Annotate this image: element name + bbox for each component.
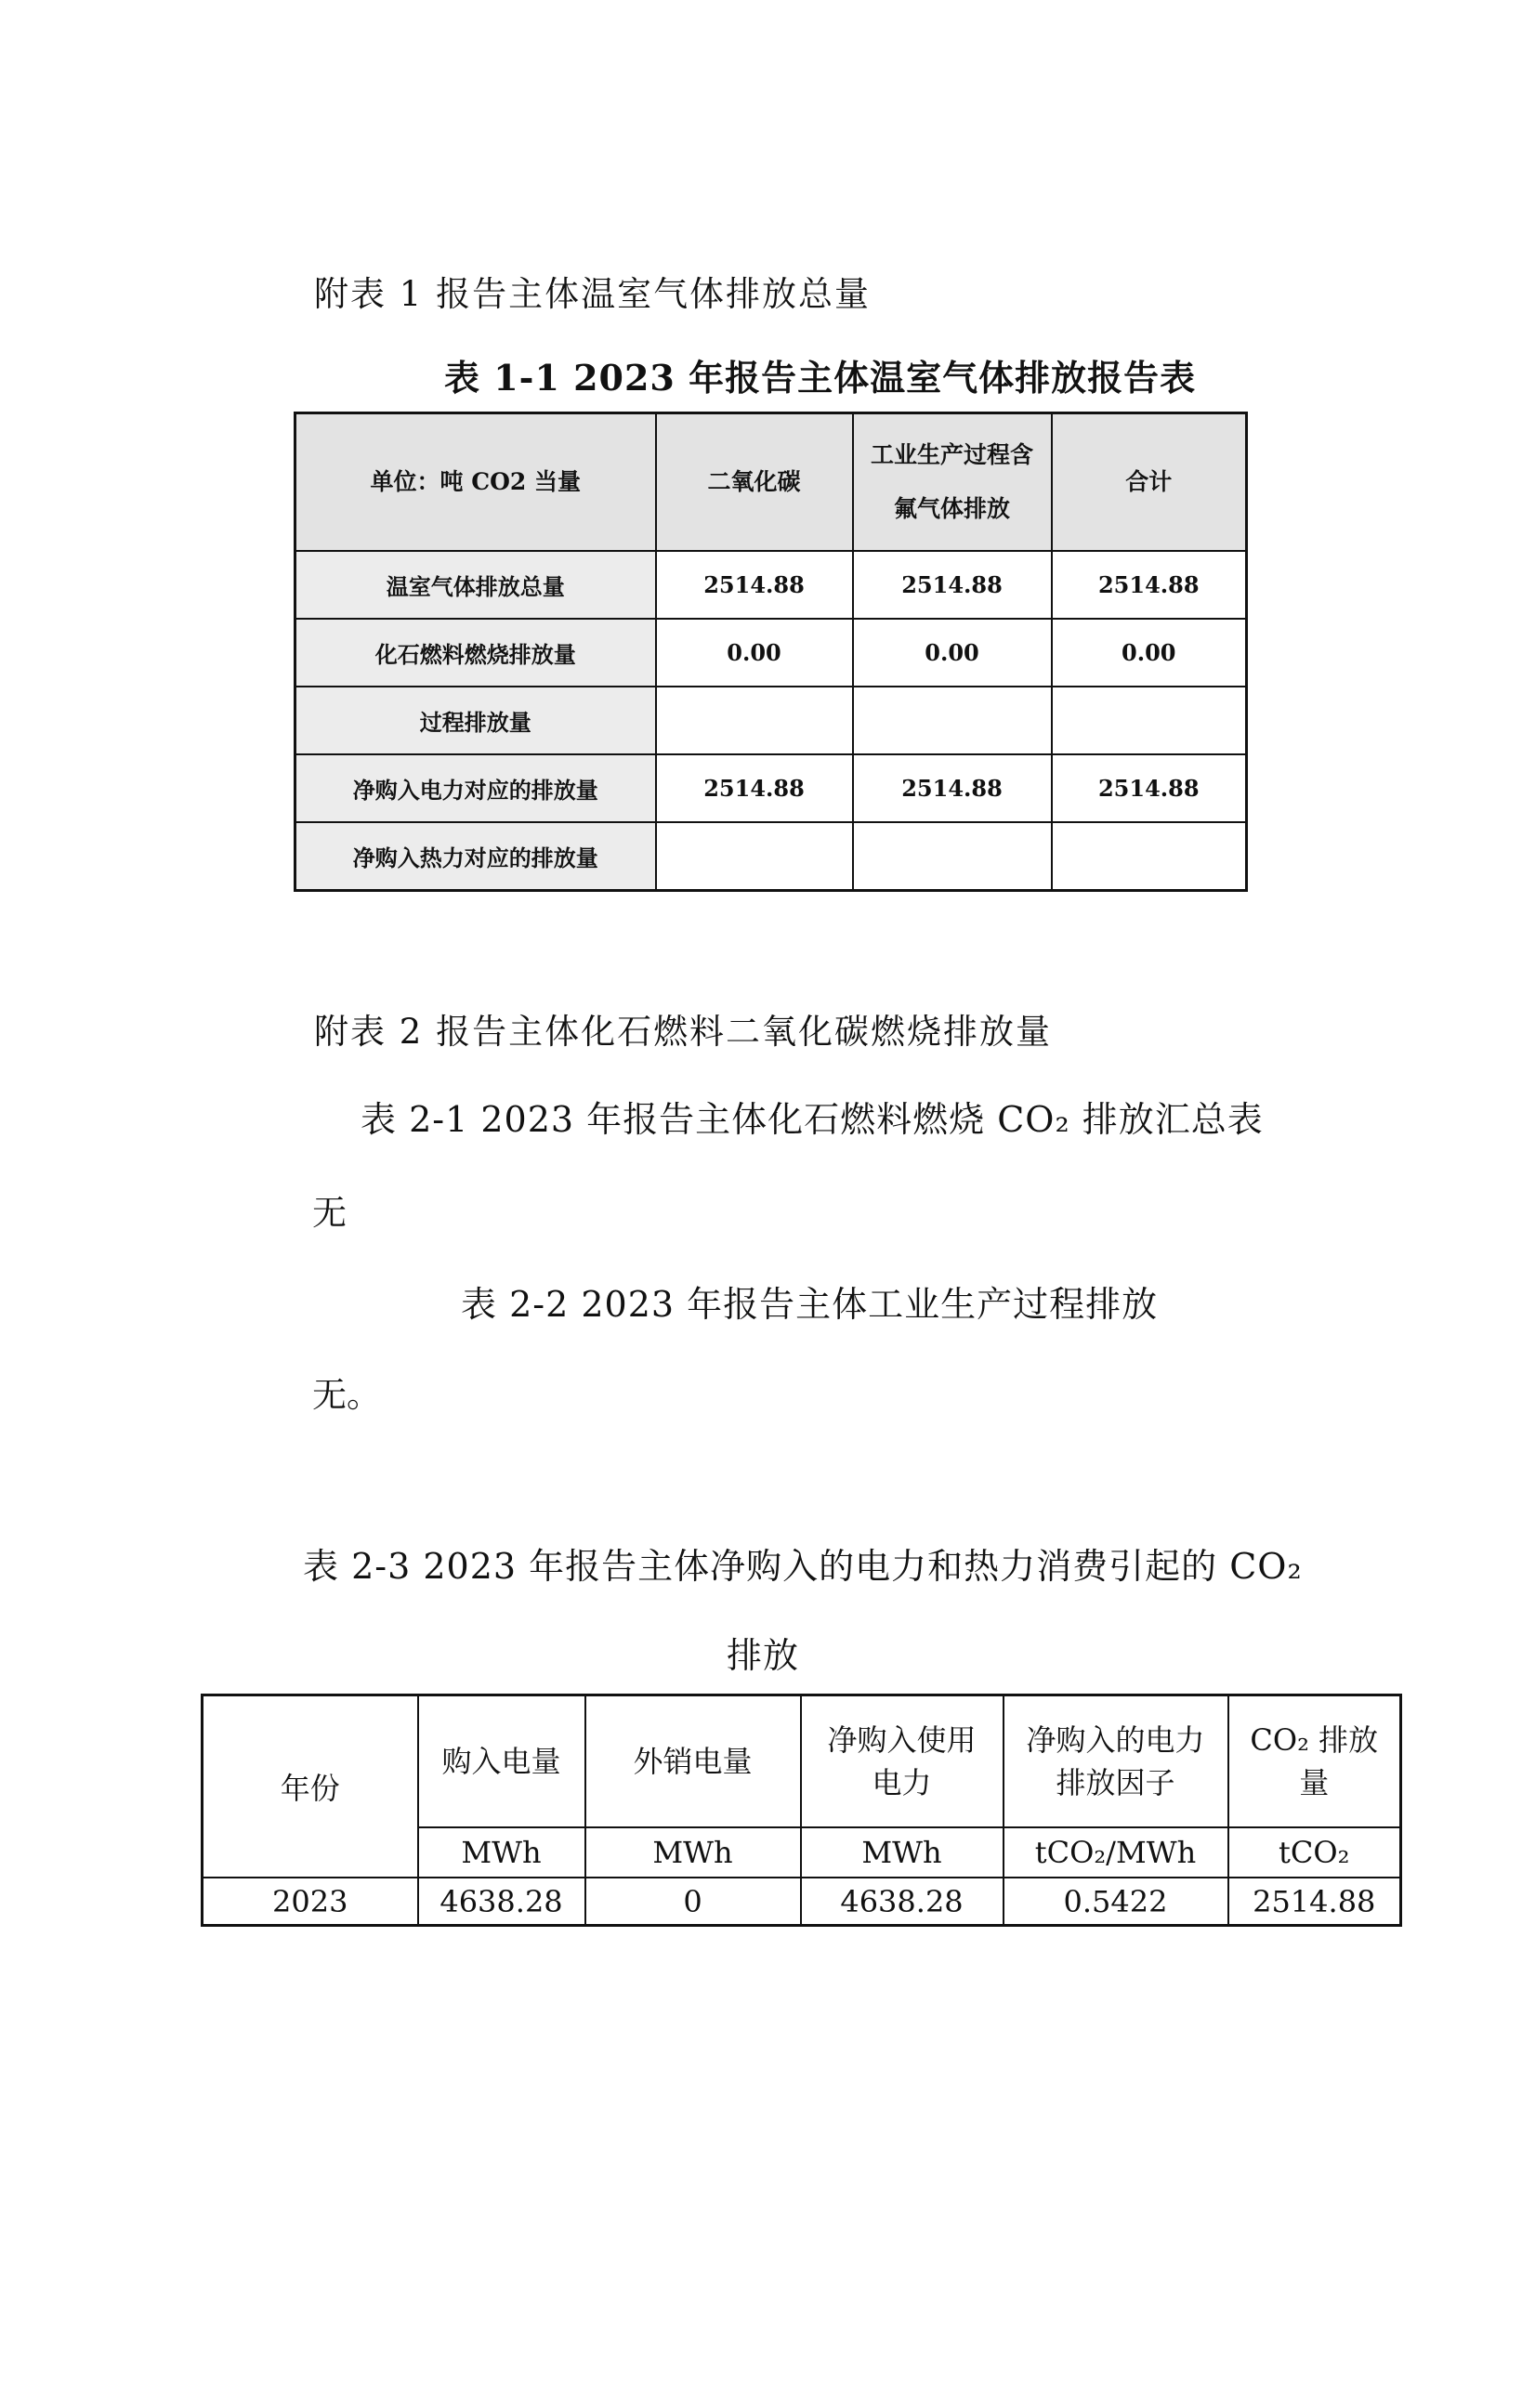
co2-cell: 2514.88 bbox=[1228, 1878, 1401, 1926]
annex1-heading: 附表 1 报告主体温室气体排放总量 bbox=[314, 274, 872, 314]
unit-cell: MWh bbox=[801, 1827, 1004, 1878]
cell-value bbox=[656, 687, 853, 754]
cell-value bbox=[1052, 822, 1247, 891]
factor-cell: 0.5422 bbox=[1004, 1878, 1228, 1926]
table-row bbox=[295, 687, 1247, 754]
sold-cell: 0 bbox=[585, 1878, 801, 1926]
table-2-2-title: 表 2-2 2023 年报告主体工业生产过程排放 bbox=[461, 1284, 1159, 1325]
year-header: 年份 bbox=[203, 1695, 418, 1878]
unit-header: 单位：吨 CO2 当量 bbox=[295, 413, 656, 552]
row-label: 过程排放量 bbox=[295, 687, 656, 754]
year-cell: 2023 bbox=[203, 1878, 418, 1926]
row-label: 净购入电力对应的排放量 bbox=[295, 754, 656, 822]
purchased-header: 购入电量 bbox=[418, 1695, 585, 1828]
unit-cell: MWh bbox=[585, 1827, 801, 1878]
cell-value bbox=[853, 687, 1052, 754]
unit-cell: tCO₂/MWh bbox=[1004, 1827, 1228, 1878]
sold-header: 外销电量 bbox=[585, 1695, 801, 1828]
table-2-2-body: 无。 bbox=[312, 1375, 381, 1415]
table-2-3 bbox=[201, 1694, 1402, 1927]
table-row bbox=[203, 1878, 1401, 1926]
cell-value: 0.00 bbox=[1052, 619, 1247, 687]
table-2-1-title: 表 2-1 2023 年报告主体化石燃料燃烧 CO₂ 排放汇总表 bbox=[361, 1099, 1264, 1140]
co2-emission-header: CO₂ 排放 量 bbox=[1228, 1695, 1401, 1828]
purchased-cell: 4638.28 bbox=[418, 1878, 585, 1926]
fluorinated-header: 工业生产过程含 氟气体排放 bbox=[853, 413, 1052, 552]
unit-cell: tCO₂ bbox=[1228, 1827, 1401, 1878]
cell-value: 2514.88 bbox=[656, 754, 853, 822]
cell-value: 2514.88 bbox=[656, 551, 853, 619]
table-1-1 bbox=[294, 412, 1248, 892]
factor-header: 净购入的电力 排放因子 bbox=[1004, 1695, 1228, 1828]
cell-value bbox=[656, 822, 853, 891]
cell-value: 0.00 bbox=[853, 619, 1052, 687]
row-label: 温室气体排放总量 bbox=[295, 551, 656, 619]
row-label: 化石燃料燃烧排放量 bbox=[295, 619, 656, 687]
table-row bbox=[295, 619, 1247, 687]
row-label: 净购入热力对应的排放量 bbox=[295, 822, 656, 891]
table-1-1-title: 表 1-1 2023 年报告主体温室气体排放报告表 bbox=[444, 357, 1197, 399]
cell-value: 0.00 bbox=[656, 619, 853, 687]
table-row bbox=[295, 822, 1247, 891]
cell-value bbox=[1052, 687, 1247, 754]
net-header: 净购入使用 电力 bbox=[801, 1695, 1004, 1828]
annex2-heading: 附表 2 报告主体化石燃料二氧化碳燃烧排放量 bbox=[314, 1012, 1053, 1052]
cell-value: 2514.88 bbox=[1052, 551, 1247, 619]
cell-value bbox=[853, 822, 1052, 891]
co2-header: 二氧化碳 bbox=[656, 413, 853, 552]
total-header: 合计 bbox=[1052, 413, 1247, 552]
unit-cell: MWh bbox=[418, 1827, 585, 1878]
table-2-1-body: 无 bbox=[312, 1193, 347, 1233]
table-row bbox=[295, 754, 1247, 822]
table-2-3-title: 表 2-3 2023 年报告主体净购入的电力和热力消费引起的 CO₂ bbox=[303, 1546, 1303, 1587]
cell-value: 2514.88 bbox=[853, 754, 1052, 822]
net-cell: 4638.28 bbox=[801, 1878, 1004, 1926]
cell-value: 2514.88 bbox=[1052, 754, 1247, 822]
table-header-row bbox=[203, 1695, 1401, 1828]
table-header-row bbox=[295, 413, 1247, 552]
table-2-3-title-cont: 排放 bbox=[727, 1635, 800, 1676]
cell-value: 2514.88 bbox=[853, 551, 1052, 619]
table-row bbox=[295, 551, 1247, 619]
